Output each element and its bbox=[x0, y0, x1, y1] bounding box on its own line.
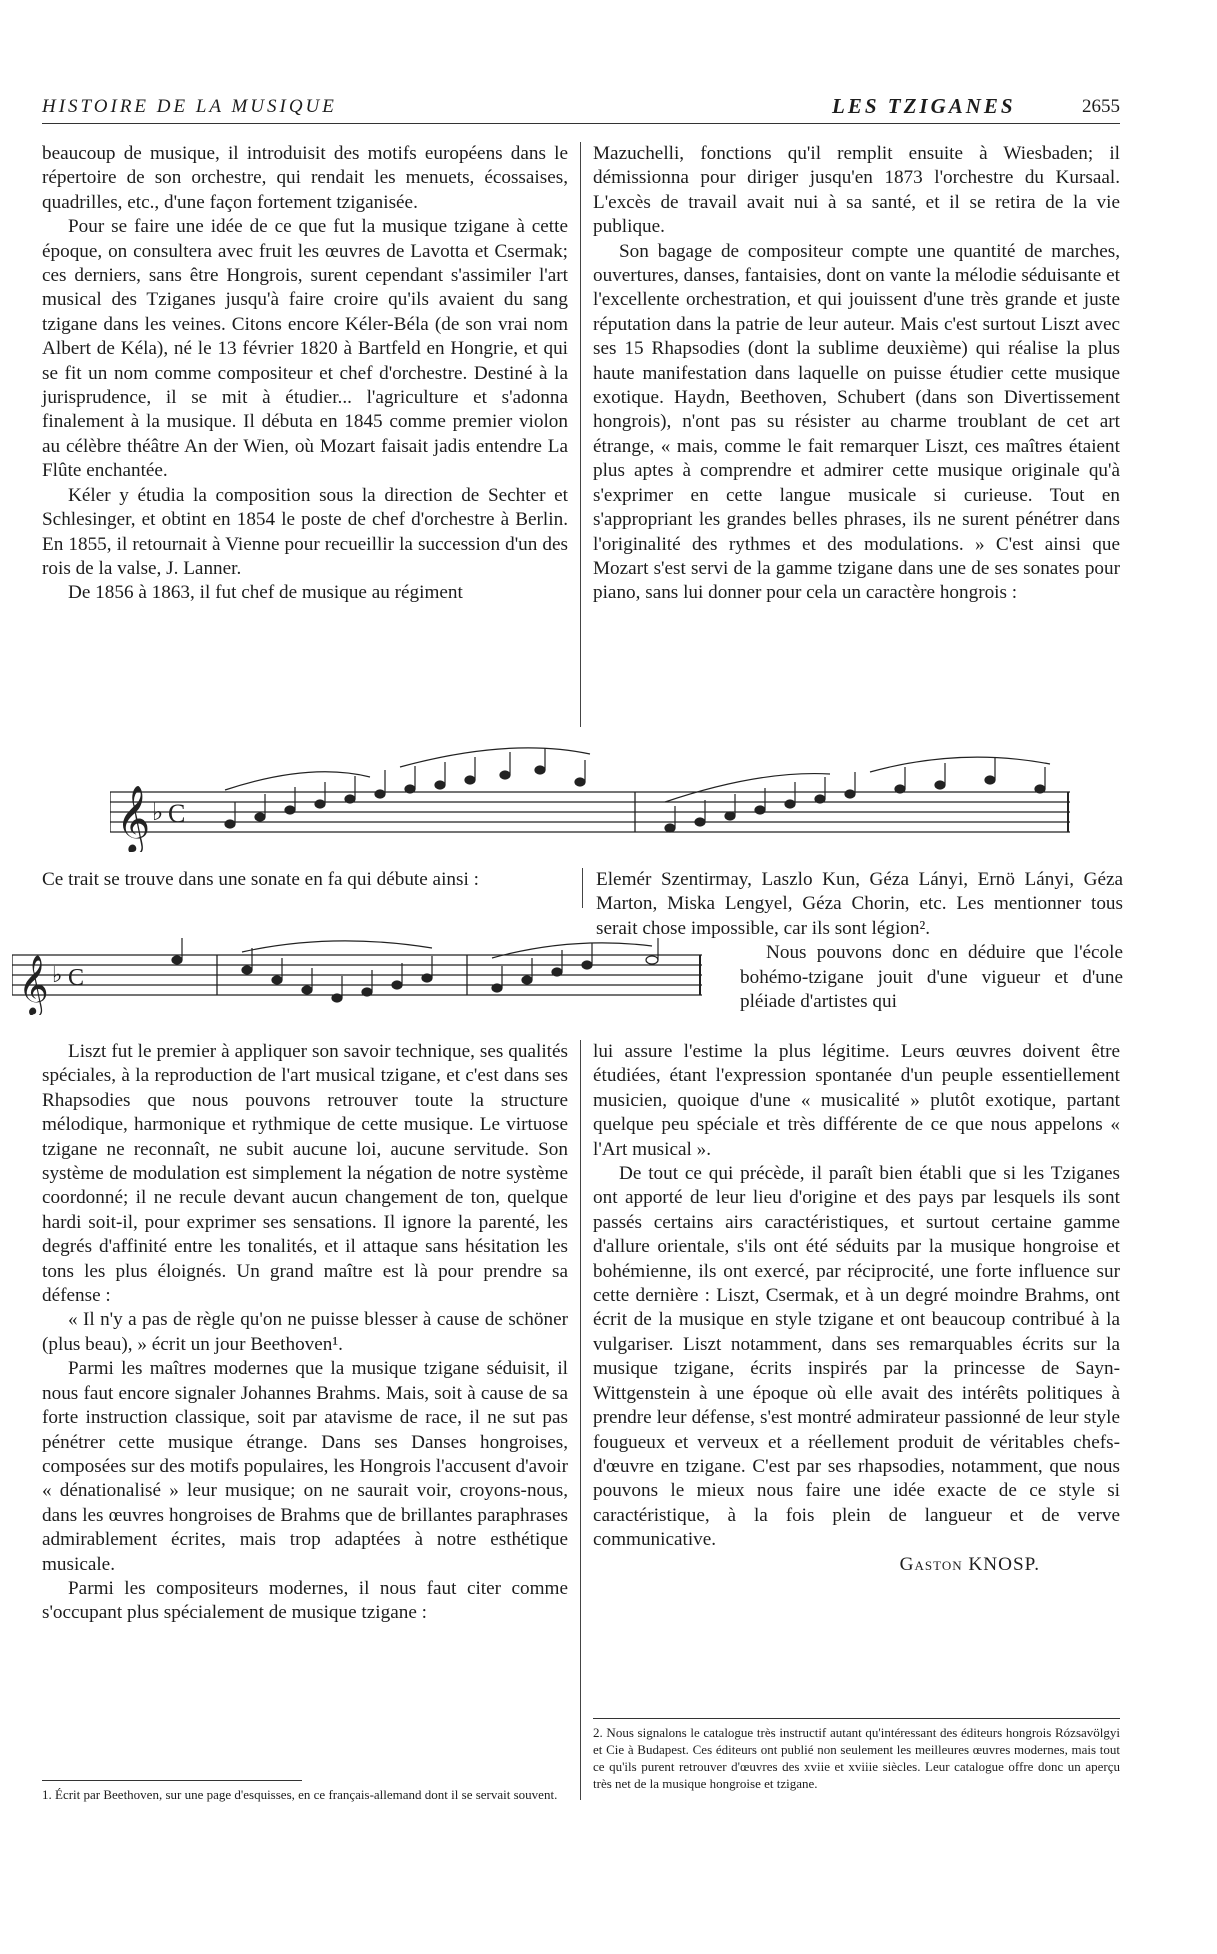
paragraph: Nous pouvons donc en déduire que l'école bohémo-tzigane jouit d'une vigueur et d'une pléiade d'artistes qui bbox=[740, 942, 1123, 1013]
paragraph: Kéler y étudia la composition sous la direction de Sechter et Schlesinger, et obtint en 1854 le poste de chef d'orchestre à Berlin. En 1855, il retournait à Vienne pour recueillir la succession d'un des rois de la valse, J. Lanner. bbox=[42, 484, 568, 579]
paragraph: Ce trait se trouve dans une sonate en fa qui débute ainsi : bbox=[42, 869, 479, 890]
footnote-1: 1. Écrit par Beethoven, sur une page d'esquisses, en ce français-allemand dont il se servait souvent. bbox=[42, 1787, 558, 1802]
column-left-mid bbox=[42, 868, 568, 892]
svg-text:C: C bbox=[168, 799, 186, 828]
svg-text:𝄞: 𝄞 bbox=[18, 955, 49, 1015]
paragraph: Elemér Szentirmay, Laszlo Kun, Géza Lányi, Ernö Lányi, Géza Marton, Miska Lengyel, Géza Chorin, etc. Les mentionner tous serait chose impossible, car ils sont légion². bbox=[596, 869, 1123, 939]
svg-text:♭: ♭ bbox=[52, 963, 63, 988]
paragraph: Mazuchelli, fonctions qu'il remplit ensuite à Wiesbaden; il démissionna pour diriger jusqu'en 1873 l'orchestre du Kursaal. L'excès de travail avait nui à sa santé, et il se retira de la vie publique. bbox=[593, 143, 1120, 238]
paragraph: Liszt fut le premier à appliquer son savoir technique, ses qualités spéciales, à la reproduction de l'art musical tzigane, et c'est dans ses Rhapsodies que nous pouvons retrouver toute la structure mélodique, harmonique et rythmique de cette musique. Le virtuose tzigane ne reconnaît, ne subit aucune loi, aucune servitude. Son système de modulation est simplement la négation de notre système coordonné; il ne recule devant aucun changement de ton, quelque hardi soit-il, pour exprimer ses sensations. Il ignore la parenté, les degrés d'affinité entre les tonalités, et il attaque sans hésitation les tons les plus éloignés. Un grand maître est là pour prendre sa défense : bbox=[42, 1041, 568, 1307]
column-right-mid bbox=[596, 868, 1123, 1014]
column-left-top bbox=[42, 142, 568, 606]
column-right-bottom bbox=[593, 1040, 1120, 1577]
column-right-top bbox=[593, 142, 1120, 606]
svg-text:C: C bbox=[68, 965, 85, 991]
page-number: 2655 bbox=[1082, 96, 1120, 117]
paragraph: lui assure l'estime la plus légitime. Leurs œuvres doivent être étudiées, étant l'expression spontanée d'un peuple essentiellement musicien, quoique d'une « musicalité » plutôt exotique, partant quelque peu spéciale et très différente de ce que nous appelons « l'Art musical ». bbox=[593, 1041, 1120, 1160]
svg-text:𝄞: 𝄞 bbox=[116, 784, 151, 852]
paragraph: Parmi les maîtres modernes que la musique tzigane séduisit, il nous faut encore signaler Johannes Brahms. Mais, soit à cause de sa forte instruction classique, soit par atavisme de race, il ne sut pas pénétrer cette musique étrange. Dans ses Danses hongroises, composées sur des motifs populaires, les Hongrois l'accusent d'avoir « dénationalisé » leur musique; on ne saurait voir, croyons-nous, dans les œuvres hongroises de Brahms que de brillantes paraphrases admirablement écrites, mais trop adaptées à notre esthétique musicale. bbox=[42, 1358, 568, 1575]
header-right-title: LES TZIGANES bbox=[832, 94, 1016, 118]
column-divider bbox=[580, 142, 581, 727]
footnote-rule bbox=[42, 1780, 302, 1781]
paragraph: Parmi les compositeurs modernes, il nous faut citer comme s'occupant plus spécialement de musique tzigane : bbox=[42, 1577, 568, 1624]
paragraph: beaucoup de musique, il introduisit des motifs européens dans le répertoire de son orchestre, qui rendait les menuets, écossaises, quadrilles, etc., d'une façon fortement tziganisée. bbox=[42, 143, 568, 213]
column-divider bbox=[580, 1040, 581, 1800]
paragraph: Pour se faire une idée de ce que fut la musique tzigane à cette époque, on consultera avec fruit les œuvres de Lavotta et Csermak; ces derniers, sans être Hongrois, surent cependant s'assimiler l'art musical des Tziganes jusqu'à faire croire qu'ils avaient du sang tzigane dans les veines. Citons encore Kéler-Béla (de son vrai nom Albert de Kéla), né le 13 février 1820 à Bartfeld en Hongrie, et qui se fit un nom comme compositeur et chef d'orchestre. Destiné à la jurisprudence, il se mit à étudier... l'agriculture et s'adonna finalement à la musique. Il débuta en 1845 comme premier violon au célèbre théâtre An der Wien, où Mozart faisait jadis entendre La Flûte enchantée. bbox=[42, 216, 568, 482]
signature: Gaston KNOSP. bbox=[899, 1553, 1040, 1575]
paragraph: « Il n'y a pas de règle qu'on ne puisse blesser à cause de schöner (plus beau), » écrit un jour Beethoven¹. bbox=[42, 1309, 568, 1355]
paragraph: Son bagage de compositeur compte une quantité de marches, ouvertures, danses, fantaisies, dont on vante la mélodie séduisante et l'excellente orchestration, et qui jouissent d'une très grande et juste réputation dans la patrie de leur auteur. Mais c'est surtout Liszt avec ses 15 Rhapsodies (dont la sublime deuxième) qui réalise la plus haute manifestation dans laquelle on puisse étudier cette musique exotique. Haydn, Beethoven, Schubert (dans son Divertissement hongrois), n'ont pas su résister au charme troublant de cet art étrange, « mais, comme le fait remarquer Liszt, ces maîtres étaient plus aptes à comprendre et admirer cette musique originale qu'à s'exprimer en cette langue musicale si curieuse. Tout en s'appropriant les grandes belles phrases, ils ne surent pénétrer dans l'originalité des rythmes et des modulations. » C'est ainsi que Mozart s'est servi de la gamme tzigane dans une de ses sonates pour piano, sans lui donner pour cela un caractère hongrois : bbox=[593, 240, 1120, 604]
header-rule bbox=[42, 123, 1120, 124]
header-left-title: HISTOIRE DE LA MUSIQUE bbox=[42, 96, 337, 117]
column-left-bottom bbox=[42, 1040, 568, 1626]
footnote-rule bbox=[593, 1718, 1120, 1719]
svg-text:♭: ♭ bbox=[152, 798, 164, 826]
footnote-2: 2. Nous signalons le catalogue très instructif autant qu'intéressant des éditeurs hongrois Rózsavölgyi et Cie à Budapest. Ces éditeurs ont publié non seulement les meilleures œuvres modernes, mais tout ce qu'ils purent retrouver d'œuvres des xviie et xviiie siècles. Leur catalogue offre donc un aperçu très net de la musique hongroise et tzigane. bbox=[593, 1725, 1120, 1791]
paragraph: De tout ce qui précède, il paraît bien établi que si les Tziganes ont apporté de leur lieu d'origine et des pays par lesquels ils sont passés certains airs caractéristiques, et surtout certaine gamme d'allure orientale, s'ils ont été séduits par la musique hongroise et bohémienne, ils ont exercé, par réciprocité, une forte influence sur cette dernière : Liszt, Csermak, et à un degré moindre Brahms, ont écrit de la musique en style tzigane et ont beaucoup contribué à la vulgariser. Liszt notamment, dans ses remarquables écrits sur la musique tzigane, écrits inspirés par la princesse de Sayn-Wittgenstein à une époque où elle avait des intérêts politiques à prendre leur défense, s'est montré admirateur passionné de leur style fougueux et verveux et a réellement produit de véritables chefs-d'œuvre en tzigane. C'est par ses rhapsodies, notamment, que nous pouvons le mieux nous faire une idée exacte de ce style si caractéristique, à la fois plein de langueur et de verve communicative. bbox=[593, 1163, 1120, 1551]
paragraph: De 1856 à 1863, il fut chef de musique au régiment bbox=[68, 582, 463, 604]
music-staff-mozart bbox=[110, 742, 1090, 852]
column-divider bbox=[582, 868, 583, 908]
running-header bbox=[42, 96, 1120, 124]
